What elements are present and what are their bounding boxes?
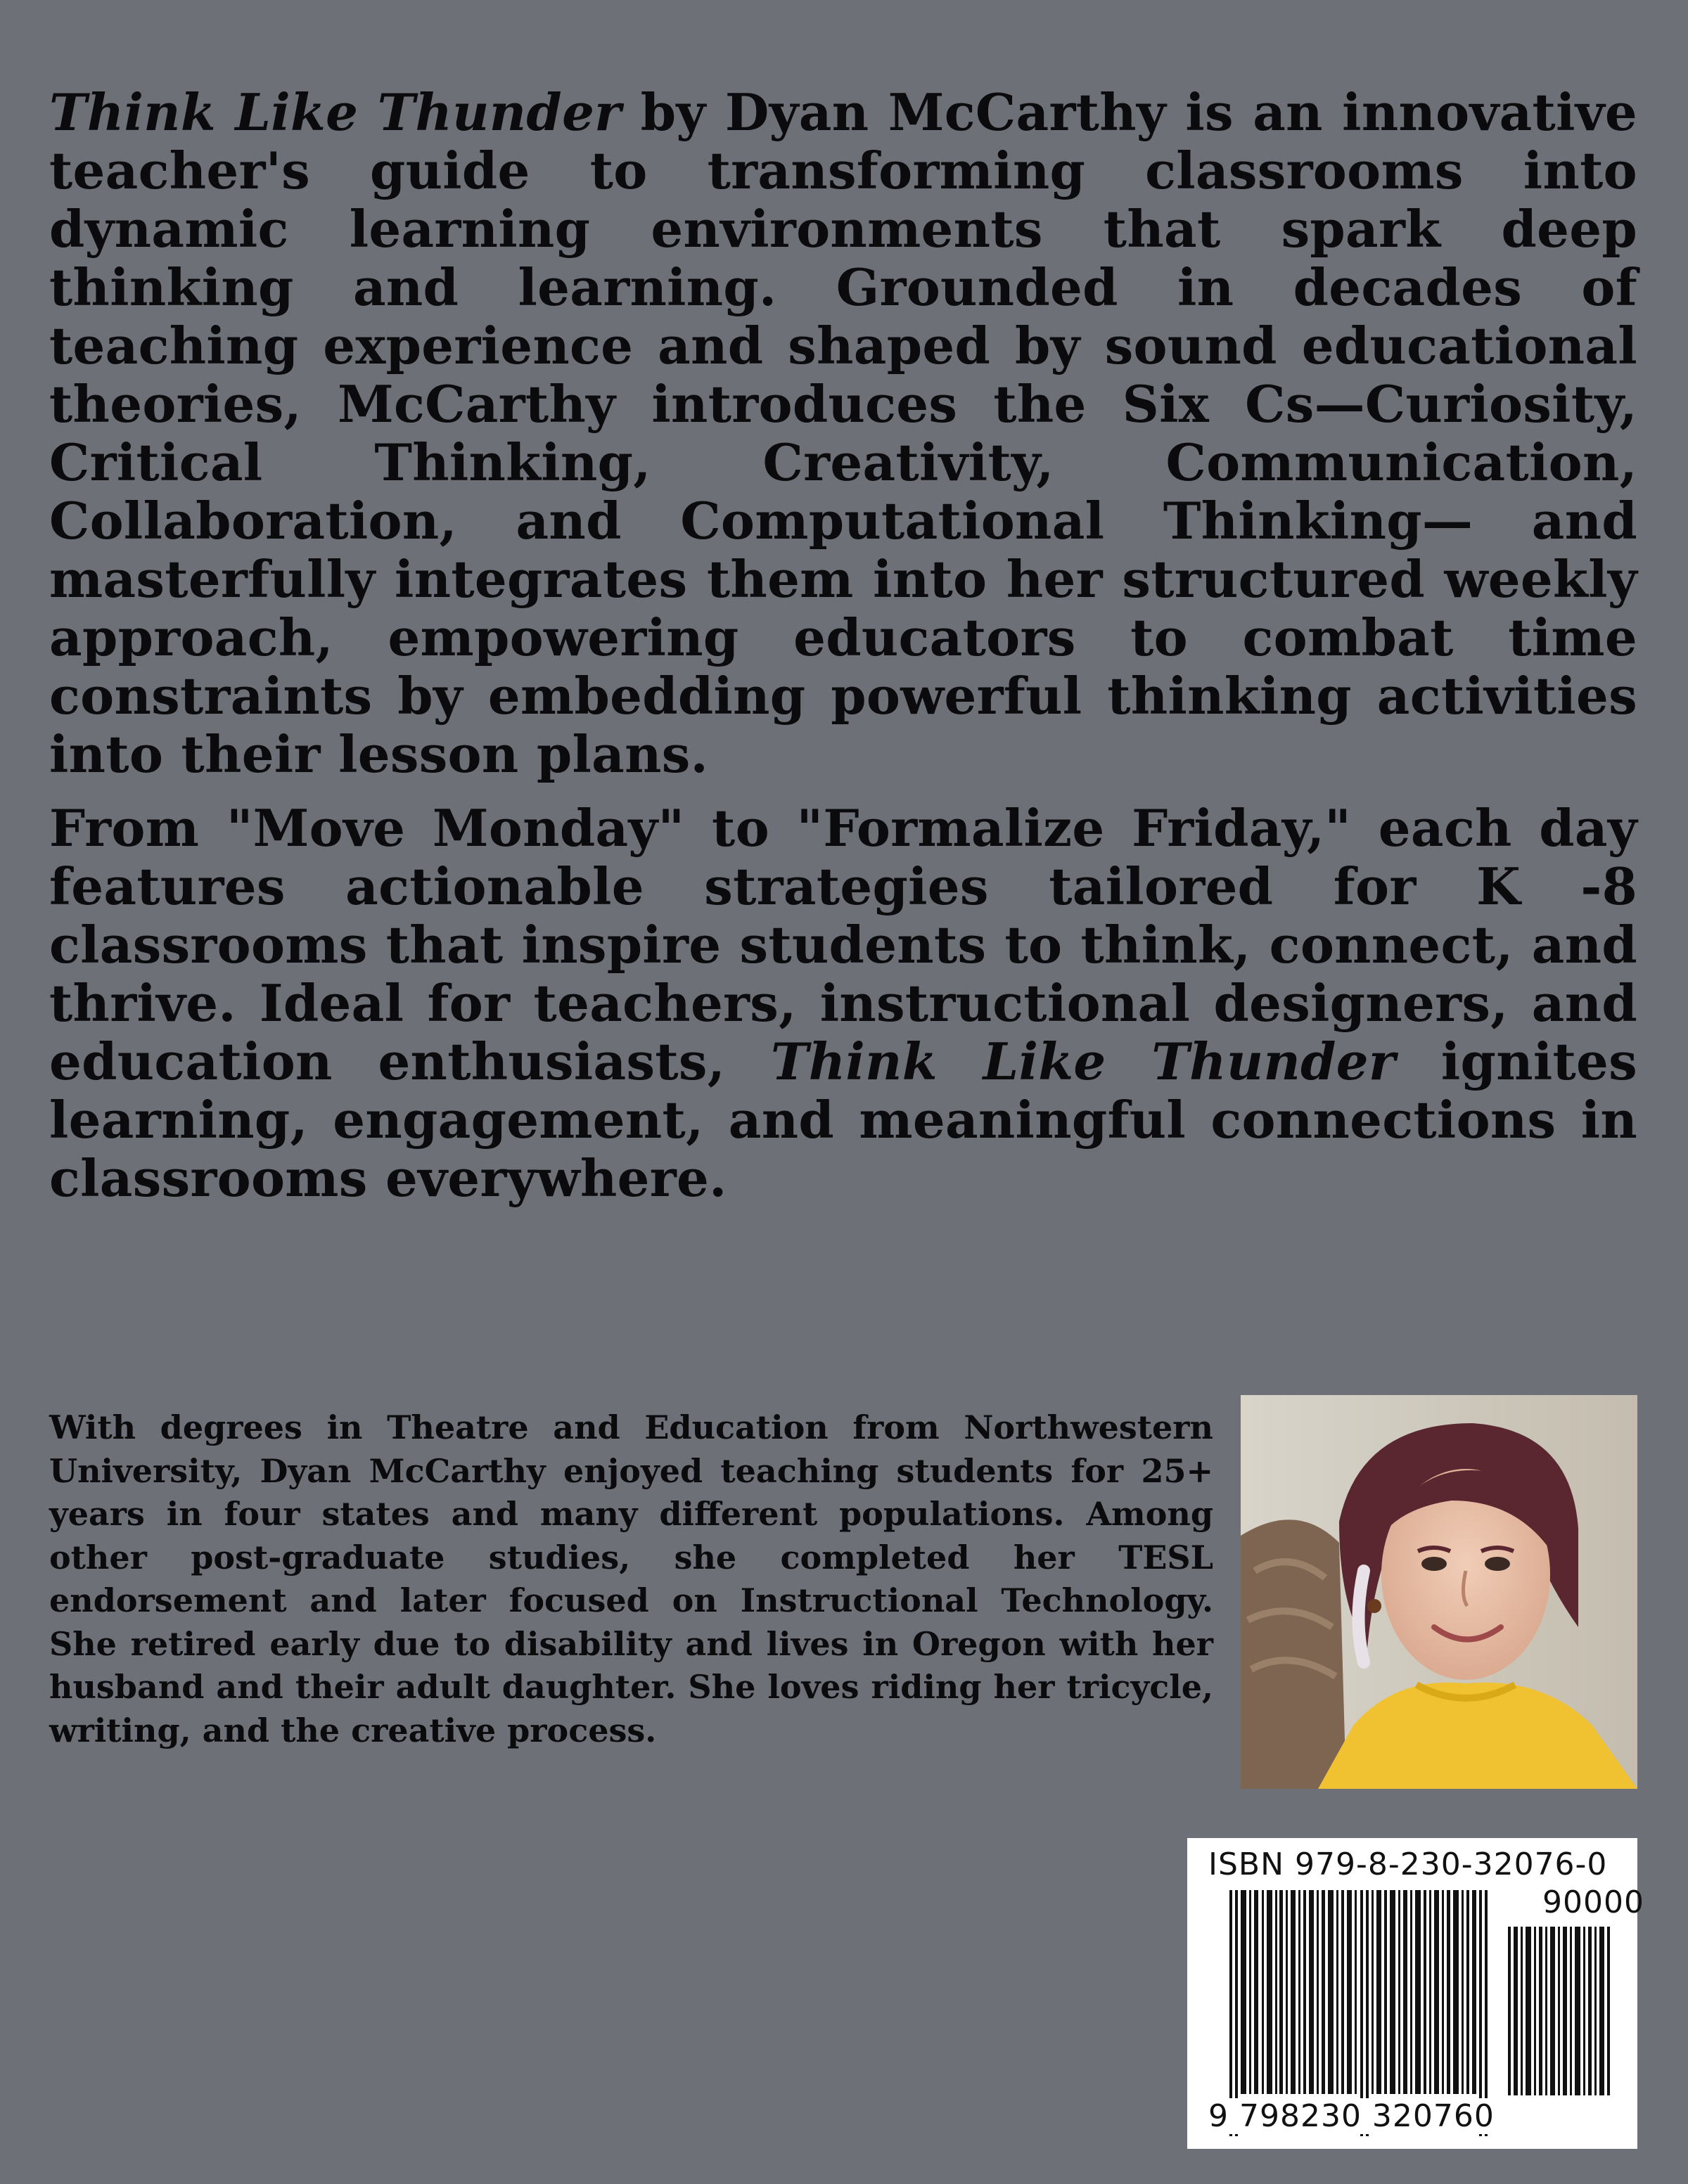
author-bio: With degrees in Theatre and Education from Northwestern University, Dyan McCarthy enjoyed teaching students for 25+ years in four states and many different populations. Among other post-graduate studies, she completed her TESL endorsement and later focused on Instructional Technology. She retired early due to disability and lives in Oregon with her husband and their adult daughter. She loves riding her tricycle, writing, and the creative process. [49,1408,1213,1749]
description-text: ignites learning, engagement, and meaningful connections in classrooms everywhere. [49,1032,1637,1208]
book-description [49,83,1637,1207]
book-title-italic: Think Like Thunder [770,1032,1396,1091]
isbn-label: ISBN 979-8-230-32076-0 [1208,1846,1608,1882]
book-title-italic: Think Like Thunder [49,82,622,142]
isbn-barcode [1187,1838,1644,2149]
price-code: 90000 [1542,1884,1644,1920]
author-photo [1241,1395,1637,1789]
description-text: by Dyan McCarthy is an innovative teacher's guide to transforming classrooms into dynamic learning environments that spark deep thinking and learning. Grounded in decades of teaching experience and shaped by sound educational theories, McCarthy introduces the Six Cs—Curiosity, Critical Thinking, Creativity, Communication, Collaboration, and Computational Thinking— and masterfully integrates them into her structured weekly approach, empowering educators to combat time constraints by embedding powerful thinking activities into their lesson plans. [49,82,1637,784]
description-paragraph-1 [49,83,1637,783]
description-paragraph-2 [49,799,1637,1207]
barcode-digits: 9 798230 320760 [1208,2098,1497,2134]
description-text: From "Move Monday" to "Formalize Friday," each day features actionable strategies tailored for K -8 classrooms that inspire students to think, connect, and thrive. Ideal for teachers, instructional designers, and education enthusiasts, [49,798,1637,1091]
